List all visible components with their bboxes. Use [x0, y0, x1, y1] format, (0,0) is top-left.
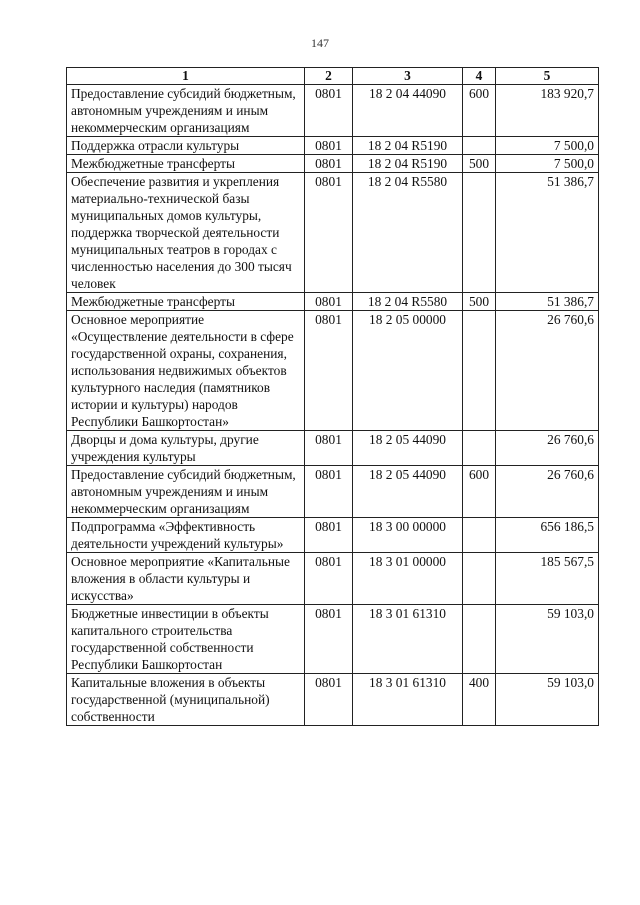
row-expense-type-cell: 500	[463, 155, 496, 173]
row-name-cell: Основное мероприятие «Осуществление деятельности в сфере государственной охраны, сохранения, использования недвижимых объектов культурного наследия (памятников истории и культуры) народов Республики Башкортостан»	[67, 311, 305, 431]
row-expense-type-cell	[463, 137, 496, 155]
row-target-code-cell: 18 3 00 00000	[353, 518, 463, 553]
row-target-code-cell: 18 3 01 00000	[353, 553, 463, 605]
row-expense-type-cell	[463, 553, 496, 605]
row-expense-type-cell: 600	[463, 466, 496, 518]
row-expense-type-cell: 400	[463, 674, 496, 726]
table-row	[67, 85, 599, 137]
header-cell-4: 4	[463, 68, 496, 85]
row-expense-type-cell	[463, 518, 496, 553]
table-row	[67, 674, 599, 726]
row-amount-cell: 26 760,6	[496, 431, 599, 466]
row-name-cell: Межбюджетные трансферты	[67, 155, 305, 173]
row-amount-cell: 26 760,6	[496, 311, 599, 431]
table-row	[67, 173, 599, 293]
row-amount-cell: 185 567,5	[496, 553, 599, 605]
row-section-cell: 0801	[305, 431, 353, 466]
table-row	[67, 431, 599, 466]
row-section-cell: 0801	[305, 553, 353, 605]
table-body	[67, 85, 599, 726]
row-target-code-cell: 18 2 05 00000	[353, 311, 463, 431]
row-amount-cell: 7 500,0	[496, 137, 599, 155]
row-section-cell: 0801	[305, 518, 353, 553]
row-name-cell: Бюджетные инвестиции в объекты капитального строительства государственной собственности Республики Башкортостан	[67, 605, 305, 674]
row-expense-type-cell: 500	[463, 293, 496, 311]
row-section-cell: 0801	[305, 605, 353, 674]
row-expense-type-cell	[463, 311, 496, 431]
row-expense-type-cell	[463, 431, 496, 466]
header-cell-2: 2	[305, 68, 353, 85]
row-amount-cell: 7 500,0	[496, 155, 599, 173]
row-target-code-cell: 18 3 01 61310	[353, 605, 463, 674]
table-row	[67, 155, 599, 173]
row-name-cell: Межбюджетные трансферты	[67, 293, 305, 311]
row-name-cell: Капитальные вложения в объекты государственной (муниципальной) собственности	[67, 674, 305, 726]
row-section-cell: 0801	[305, 674, 353, 726]
row-amount-cell: 51 386,7	[496, 173, 599, 293]
page-number: 147	[311, 36, 329, 50]
row-section-cell: 0801	[305, 173, 353, 293]
row-name-cell: Дворцы и дома культуры, другие учреждения культуры	[67, 431, 305, 466]
header-cell-5: 5	[496, 68, 599, 85]
row-amount-cell: 51 386,7	[496, 293, 599, 311]
row-section-cell: 0801	[305, 293, 353, 311]
row-target-code-cell: 18 2 05 44090	[353, 466, 463, 518]
row-amount-cell: 183 920,7	[496, 85, 599, 137]
row-target-code-cell: 18 3 01 61310	[353, 674, 463, 726]
budget-table	[66, 67, 599, 726]
row-section-cell: 0801	[305, 311, 353, 431]
table-row	[67, 553, 599, 605]
row-name-cell: Поддержка отрасли культуры	[67, 137, 305, 155]
table-row	[67, 466, 599, 518]
row-section-cell: 0801	[305, 155, 353, 173]
header-cell-3: 3	[353, 68, 463, 85]
table-row	[67, 293, 599, 311]
row-amount-cell: 656 186,5	[496, 518, 599, 553]
table-row	[67, 311, 599, 431]
row-section-cell: 0801	[305, 85, 353, 137]
row-expense-type-cell: 600	[463, 85, 496, 137]
row-section-cell: 0801	[305, 466, 353, 518]
row-expense-type-cell	[463, 173, 496, 293]
row-amount-cell: 59 103,0	[496, 674, 599, 726]
table-row	[67, 605, 599, 674]
row-section-cell: 0801	[305, 137, 353, 155]
row-name-cell: Обеспечение развития и укрепления материально-технической базы муниципальных домов культуры, поддержка творческой деятельности муниципальных театров в городах с численностью населения до 300 тысяч человек	[67, 173, 305, 293]
row-name-cell: Подпрограмма «Эффективность деятельности учреждений культуры»	[67, 518, 305, 553]
row-target-code-cell: 18 2 04 R5190	[353, 137, 463, 155]
row-target-code-cell: 18 2 04 R5580	[353, 293, 463, 311]
row-amount-cell: 59 103,0	[496, 605, 599, 674]
row-name-cell: Предоставление субсидий бюджетным, автономным учреждениям и иным некоммерческим организациям	[67, 466, 305, 518]
row-target-code-cell: 18 2 04 R5580	[353, 173, 463, 293]
table-row	[67, 137, 599, 155]
table-row	[67, 518, 599, 553]
row-name-cell: Предоставление субсидий бюджетным, автономным учреждениям и иным некоммерческим организациям	[67, 85, 305, 137]
row-target-code-cell: 18 2 04 44090	[353, 85, 463, 137]
row-name-cell: Основное мероприятие «Капитальные вложения в области культуры и искусства»	[67, 553, 305, 605]
row-amount-cell: 26 760,6	[496, 466, 599, 518]
row-expense-type-cell	[463, 605, 496, 674]
header-cell-1: 1	[67, 68, 305, 85]
table-header-row	[67, 68, 599, 85]
row-target-code-cell: 18 2 04 R5190	[353, 155, 463, 173]
row-target-code-cell: 18 2 05 44090	[353, 431, 463, 466]
